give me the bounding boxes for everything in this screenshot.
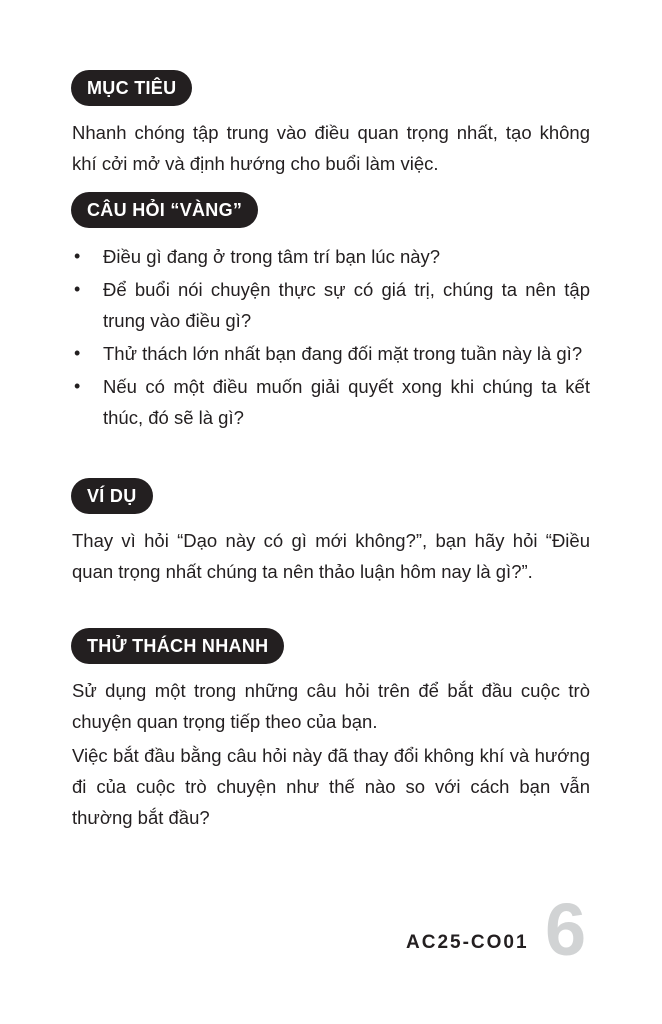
list-item — [72, 241, 590, 272]
quick-challenge-text-1: Sử dụng một trong những câu hỏi trên để bắt đầu cuộc trò chuyện quan trọng tiếp theo của bạn. — [72, 680, 590, 732]
goal-text: Nhanh chóng tập trung vào điều quan trọng nhất, tạo không khí cởi mở và định hướng cho buổi làm việc. — [72, 122, 590, 174]
list-item — [72, 371, 590, 433]
question-text: Nếu có một điều muốn giải quyết xong khi chúng ta kết thúc, đó sẽ là gì? — [103, 376, 590, 428]
example-text: Thay vì hỏi “Dạo này có gì mới không?”, bạn hãy hỏi “Điều quan trọng nhất chúng ta nên thảo luận hôm nay là gì?”. — [72, 530, 590, 582]
quick-challenge-text-2: Việc bắt đầu bằng câu hỏi này đã thay đổi không khí và hướng đi của cuộc trò chuyện như thế nào so với cách bạn vẫn thường bắt đầu? — [72, 745, 590, 828]
bullet-icon: • — [74, 376, 81, 396]
goal-heading: MỤC TIÊU — [71, 70, 192, 106]
bullet-icon: • — [74, 246, 81, 266]
question-text: Thử thách lớn nhất bạn đang đối mặt trong tuần này là gì? — [103, 343, 583, 364]
quick-challenge-heading: THỬ THÁCH NHANH — [71, 628, 284, 664]
golden-questions-list — [72, 241, 590, 433]
example-heading: VÍ DỤ — [71, 478, 153, 514]
question-text: Điều gì đang ở trong tâm trí bạn lúc này? — [103, 246, 441, 267]
bullet-icon: • — [74, 343, 81, 363]
card-code: AC25-CO01 — [406, 932, 529, 953]
golden-questions-heading: CÂU HỎI “VÀNG” — [71, 192, 258, 228]
question-text: Để buổi nói chuyện thực sự có giá trị, chúng ta nên tập trung vào điều gì? — [103, 279, 590, 331]
list-item — [72, 338, 590, 369]
list-item — [72, 274, 590, 336]
bullet-icon: • — [74, 279, 81, 299]
page-number: 6 — [545, 888, 587, 971]
